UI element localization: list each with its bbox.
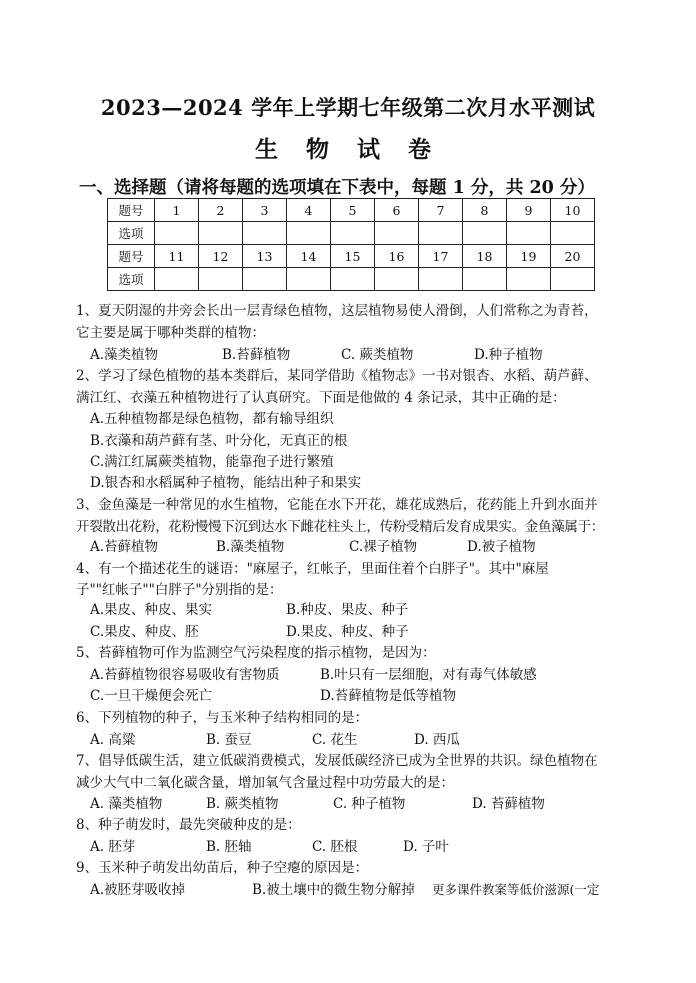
table-cell: 7 xyxy=(419,199,463,222)
table-row xyxy=(108,222,595,245)
option-a: A. 藻类植物 xyxy=(90,796,163,812)
question-3-text-cont: 开裂散出花粉，花粉慢慢下沉到达水下雌花柱头上，传粉受精后发育成果实。金鱼藻属于： xyxy=(76,519,604,535)
option-b: B.苔藓植物 xyxy=(222,347,291,363)
option-a: A.苔藓植物 xyxy=(90,539,159,555)
answer-cell[interactable] xyxy=(155,268,199,291)
answer-cell[interactable] xyxy=(507,222,551,245)
answer-cell[interactable] xyxy=(463,222,507,245)
option-c: C.满江红属蕨类植物，能靠孢子进行繁殖 xyxy=(90,454,334,470)
option-a: A.藻类植物 xyxy=(90,347,159,363)
question-3-text: 3、金鱼藻是一种常见的水生植物，它能在水下开花，雄花成熟后，花药能上升到水面并 xyxy=(76,497,598,513)
option-d: D. 西瓜 xyxy=(414,732,460,748)
option-b: B.衣藻和葫芦藓有茎、叶分化，无真正的根 xyxy=(90,433,348,449)
option-c: C. 蕨类植物 xyxy=(341,347,414,363)
table-row xyxy=(108,199,595,222)
question-7-text-cont: 减少大气中二氧化碳含量，增加氧气含量过程中功劳最大的是： xyxy=(76,775,454,791)
option-b: B.种皮、果皮、种子 xyxy=(286,602,409,618)
answer-cell[interactable] xyxy=(199,268,243,291)
option-c: C. 胚根 xyxy=(312,839,358,855)
option-b: B.藻类植物 xyxy=(216,539,285,555)
question-4-text-cont: 子""红帐子""白胖子"分别指的是： xyxy=(76,582,283,598)
question-1-text-cont: 它主要是属于哪种类群的植物： xyxy=(76,325,265,341)
table-header-cell: 题号 xyxy=(108,199,155,222)
option-a: A.被胚芽吸收掉 xyxy=(90,882,186,898)
option-d: D.种子植物 xyxy=(474,347,543,363)
option-d: D.被子植物 xyxy=(467,539,536,555)
question-4-text: 4、有一个描述花生的谜语："麻屋子，红帐子，里面住着个白胖子"。其中"麻屋 xyxy=(76,561,549,577)
option-a: A.五种植物都是绿色植物，都有输导组织 xyxy=(90,411,334,427)
question-2-text: 2、学习了绿色植物的基本类群后，某同学借助《植物志》一书对银杏、水稻、葫芦藓、 xyxy=(76,368,598,384)
question-9-text: 9、玉米种子萌发出幼苗后，种子空瘪的原因是： xyxy=(76,860,369,876)
question-6-text: 6、下列植物的种子，与玉米种子结构相同的是： xyxy=(76,710,369,726)
table-cell: 6 xyxy=(375,199,419,222)
table-cell: 5 xyxy=(331,199,375,222)
answer-cell[interactable] xyxy=(551,222,595,245)
option-c: C.一旦干燥便会死亡 xyxy=(90,688,213,704)
answer-cell[interactable] xyxy=(419,222,463,245)
answer-cell[interactable] xyxy=(155,222,199,245)
option-b: B. 蚕豆 xyxy=(206,732,252,748)
answer-cell[interactable] xyxy=(243,268,287,291)
option-b: B.被土壤中的微生物分解掉 xyxy=(252,882,415,898)
table-cell: 15 xyxy=(331,245,375,268)
table-cell: 9 xyxy=(507,199,551,222)
option-a: A.果皮、种皮、果实 xyxy=(90,602,213,618)
option-c: C. 种子植物 xyxy=(333,796,406,812)
answer-cell[interactable] xyxy=(551,268,595,291)
answer-cell[interactable] xyxy=(507,268,551,291)
question-1-text: 1、夏天阴湿的井旁会长出一层青绿色植物，这层植物易使人滑倒，人们常称之为青苔， xyxy=(76,303,598,319)
footer-note: 更多课件教案等低价滋源(一定 xyxy=(432,882,600,897)
table-header-cell: 题号 xyxy=(108,245,155,268)
answer-table xyxy=(107,198,595,291)
option-d: D. 子叶 xyxy=(403,839,449,855)
option-c: C.裸子植物 xyxy=(349,539,418,555)
table-cell: 20 xyxy=(551,245,595,268)
table-cell: 19 xyxy=(507,245,551,268)
answer-cell[interactable] xyxy=(199,222,243,245)
table-cell: 8 xyxy=(463,199,507,222)
option-d: D.果皮、种皮、种子 xyxy=(286,624,409,640)
question-7-text: 7、倡导低碳生活，建立低碳消费模式，发展低碳经济已成为全世界的共识。绿色植物在 xyxy=(76,753,598,769)
option-b: B. 蕨类植物 xyxy=(206,796,279,812)
question-2-text-cont: 满江红、衣藻五种植物进行了认真研究。下面是他做的 4 条记录，其中正确的是： xyxy=(76,390,566,406)
answer-cell[interactable] xyxy=(463,268,507,291)
option-a: A. 高粱 xyxy=(90,732,136,748)
table-header-cell: 选项 xyxy=(108,222,155,245)
option-c: C. 花生 xyxy=(312,732,358,748)
option-a: A.苔藓植物很容易吸收有害物质 xyxy=(90,667,280,683)
answer-cell[interactable] xyxy=(375,268,419,291)
table-cell: 4 xyxy=(287,199,331,222)
table-cell: 11 xyxy=(155,245,199,268)
table-row xyxy=(108,245,595,268)
table-header-cell: 选项 xyxy=(108,268,155,291)
answer-cell[interactable] xyxy=(375,222,419,245)
exam-title: 2023—2024 学年上学期七年级第二次月水平测试 xyxy=(100,95,596,120)
answer-cell[interactable] xyxy=(287,268,331,291)
option-c: C.果皮、种皮、胚 xyxy=(90,624,199,640)
table-cell: 12 xyxy=(199,245,243,268)
answer-cell[interactable] xyxy=(331,222,375,245)
table-row xyxy=(108,268,595,291)
option-d: D.银杏和水稻属种子植物，能结出种子和果实 xyxy=(90,475,362,491)
answer-cell[interactable] xyxy=(287,222,331,245)
option-b: B. 胚轴 xyxy=(206,839,252,855)
option-d: D. 苔藓植物 xyxy=(472,796,545,812)
answer-cell[interactable] xyxy=(419,268,463,291)
table-cell: 13 xyxy=(243,245,287,268)
table-cell: 16 xyxy=(375,245,419,268)
table-cell: 17 xyxy=(419,245,463,268)
question-5-text: 5、苔藓植物可作为监测空气污染程度的指示植物，是因为： xyxy=(76,645,436,661)
table-cell: 2 xyxy=(199,199,243,222)
table-cell: 10 xyxy=(551,199,595,222)
table-cell: 14 xyxy=(287,245,331,268)
answer-cell[interactable] xyxy=(331,268,375,291)
table-cell: 1 xyxy=(155,199,199,222)
option-b: B.叶只有一层细胞，对有毒气体敏感 xyxy=(320,667,537,683)
table-cell: 18 xyxy=(463,245,507,268)
answer-cell[interactable] xyxy=(243,222,287,245)
option-a: A. 胚芽 xyxy=(90,839,136,855)
option-d: D.苔藓植物是低等植物 xyxy=(320,688,457,704)
exam-subtitle: 生 物 试 卷 xyxy=(254,136,442,163)
question-8-text: 8、种子萌发时，最先突破种皮的是： xyxy=(76,817,301,833)
table-cell: 3 xyxy=(243,199,287,222)
section-heading: 一、选择题（请将每题的选项填在下表中，每题 1 分，共 20 分） xyxy=(79,178,595,198)
